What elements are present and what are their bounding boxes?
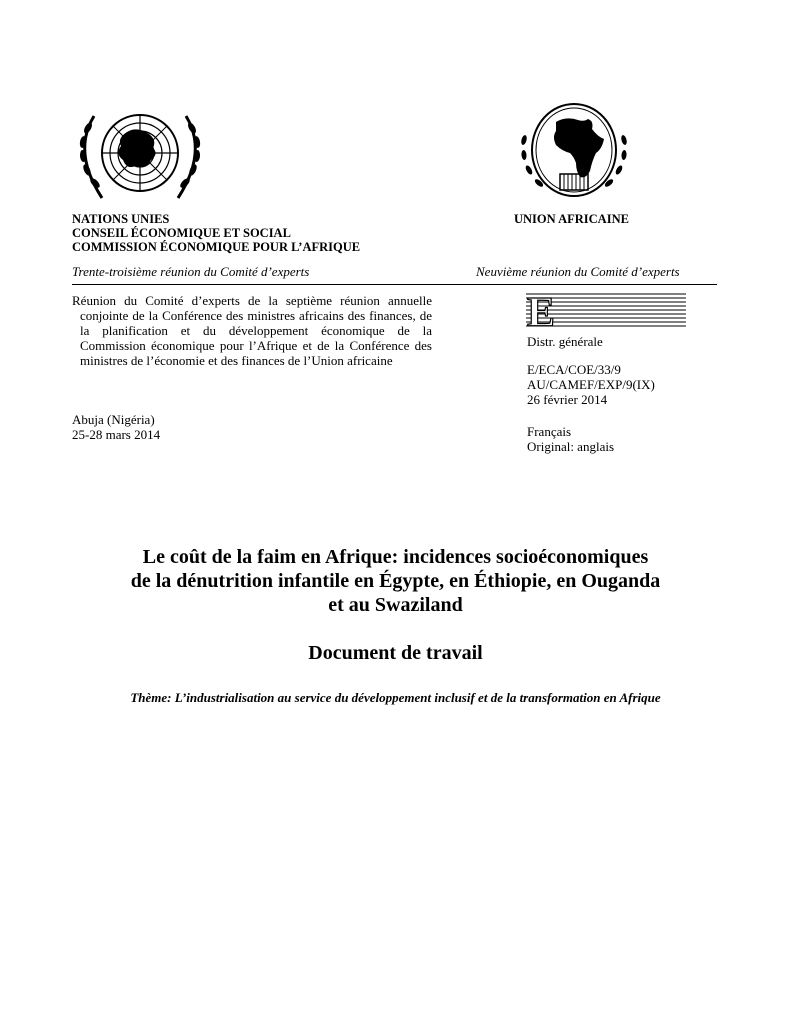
un-line: NATIONS UNIES — [72, 212, 170, 226]
language-block — [527, 424, 614, 454]
left-meeting-line: Trente-troisième réunion du Comité d’experts — [72, 264, 310, 279]
un-organization-block — [72, 212, 360, 254]
document-title — [60, 545, 731, 617]
un-line: CONSEIL ÉCONOMIQUE ET SOCIAL — [72, 226, 291, 240]
symbol-line: AU/CAMEF/EXP/9(IX) — [527, 377, 655, 392]
meeting-place: Abuja (Nigéria) — [72, 412, 155, 427]
title-line: Le coût de la faim en Afrique: incidences socioéconomiques — [142, 546, 649, 568]
title-line: et au Swaziland — [328, 594, 463, 616]
au-title: UNION AFRICAINE — [514, 212, 629, 226]
meeting-dates: 25-28 mars 2014 — [72, 427, 161, 442]
original-language: Original: anglais — [527, 439, 615, 454]
document-type: Document de travail — [308, 642, 483, 664]
distribution-status: Distr. générale — [527, 334, 603, 349]
au-emblem — [512, 100, 636, 210]
right-meeting-line: Neuvième réunion du Comité d’experts — [476, 264, 680, 279]
un-emblem — [72, 100, 208, 210]
meeting-description: Réunion du Comité d’experts de la septième réunion annuelle conjointe de la Conférence des ministres africains des finances, de la planification et du développement économique de la Commission économique pour l’Afrique et de la Conférence des ministres de l’économie et des finances de l’Union africaine — [72, 293, 432, 368]
document-theme: Thème: L’industrialisation au service du développement inclusif et de la transformation en Afrique — [130, 690, 661, 705]
symbol-line: E/ECA/COE/33/9 — [527, 362, 621, 377]
title-line: de la dénutrition infantile en Égypte, en Éthiopie, en Ouganda — [130, 570, 661, 592]
place-and-dates — [72, 412, 160, 442]
un-line: COMMISSION ÉCONOMIQUE POUR L’AFRIQUE — [72, 240, 361, 254]
language: Français — [527, 424, 572, 439]
distribution-e-logo — [526, 292, 686, 332]
logo-letter: E — [527, 292, 556, 332]
header-divider — [72, 284, 717, 285]
document-symbols — [527, 362, 655, 407]
date-line: 26 février 2014 — [527, 392, 608, 407]
